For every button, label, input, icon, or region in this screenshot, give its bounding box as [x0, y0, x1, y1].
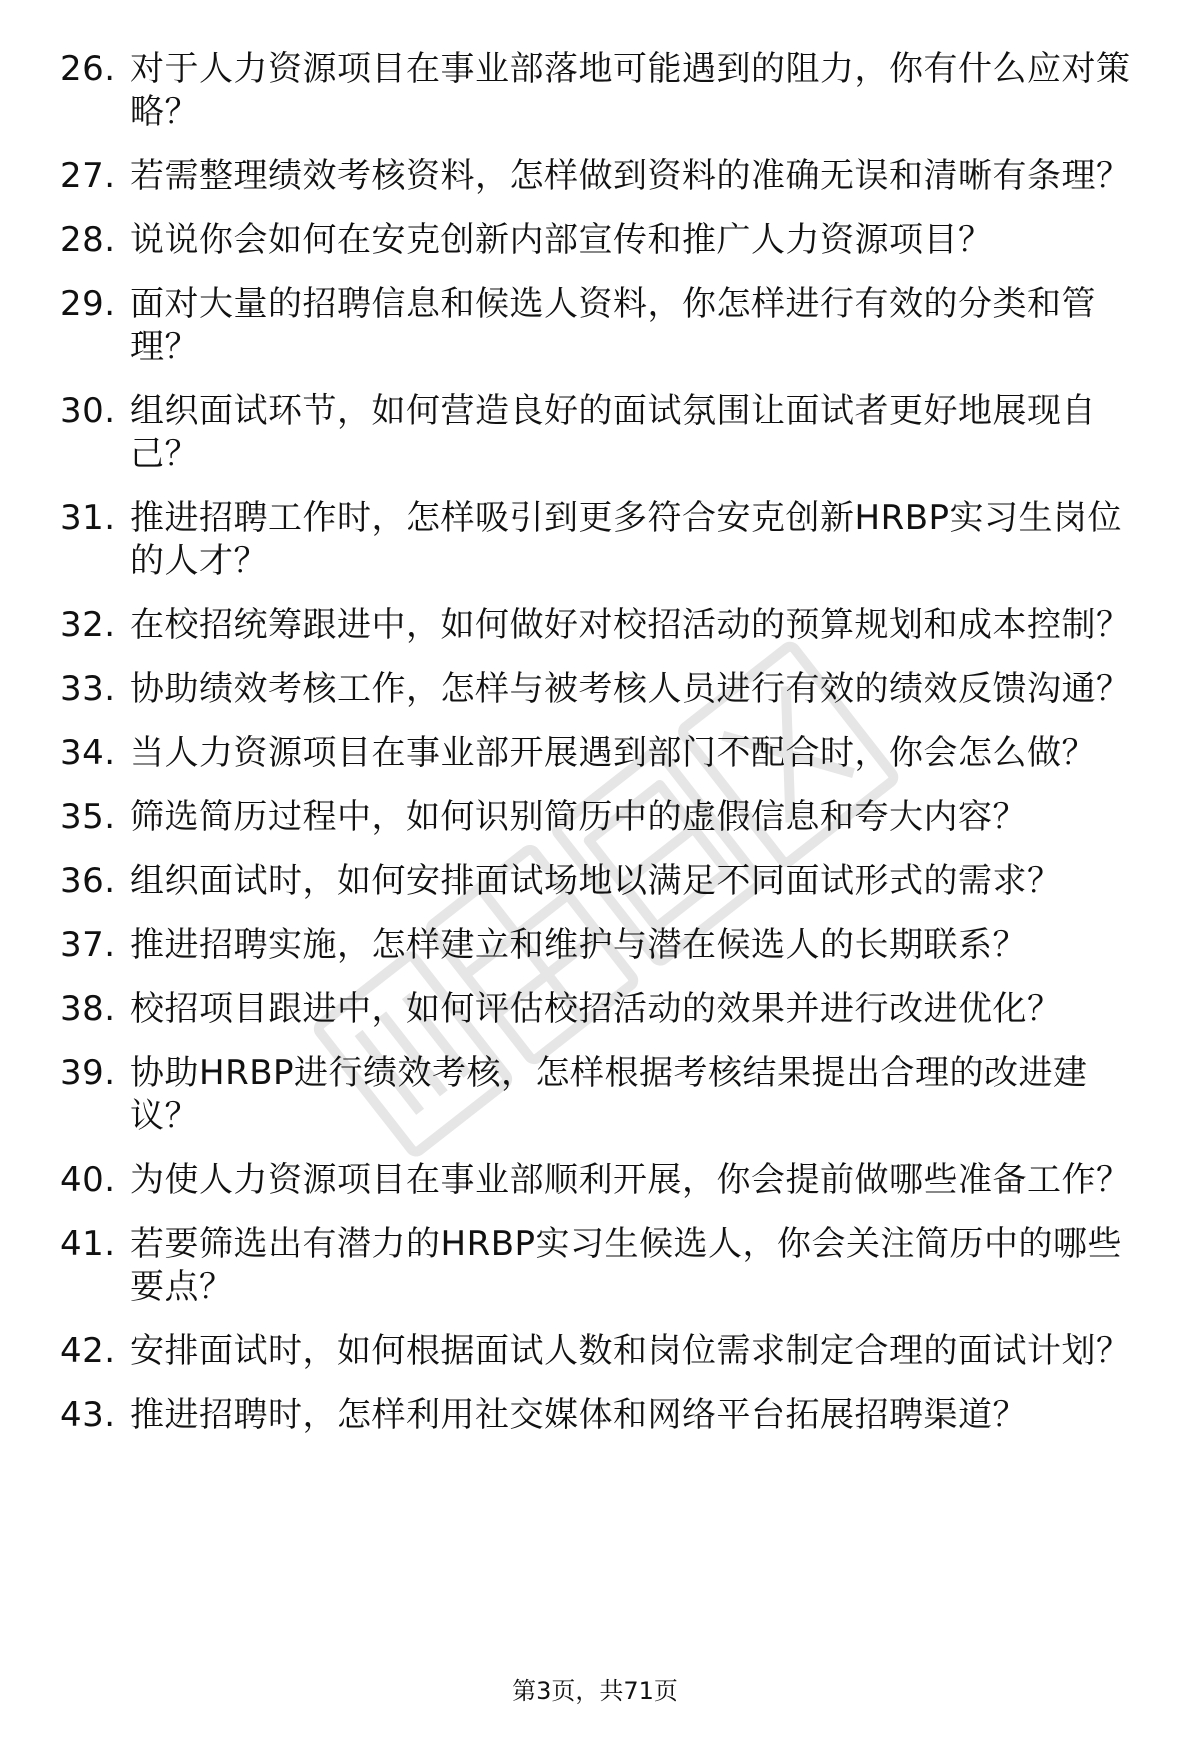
- question-number: 38.: [60, 989, 116, 1029]
- question-text: 为使人力资源项目在事业部顺利开展，你会提前做哪些准备工作？: [130, 1160, 1131, 1200]
- question-text: 若要筛选出有潜力的HRBP实习生候选人，你会关注简历中的哪些要点？: [130, 1224, 1123, 1307]
- question-text: 说说你会如何在安克创新内部宣传和推广人力资源项目？: [130, 220, 993, 260]
- question-text: 校招项目跟进中，如何评估校招活动的效果并进行改进优化？: [130, 989, 1062, 1029]
- question-number: 26.: [60, 49, 116, 89]
- question-list: [60, 48, 1150, 1458]
- question-number: 29.: [60, 284, 116, 324]
- list-item: [60, 390, 1150, 476]
- list-item: [60, 604, 1150, 647]
- list-item: [60, 1330, 1150, 1373]
- list-item: [60, 924, 1150, 967]
- list-item: [60, 860, 1150, 903]
- question-text: 推进招聘时，怎样利用社交媒体和网络平台拓展招聘渠道？: [130, 1395, 1027, 1435]
- question-text: 对于人力资源项目在事业部落地可能遇到的阻力，你有什么应对策略？: [130, 49, 1131, 132]
- question-number: 34.: [60, 733, 116, 773]
- question-number: 32.: [60, 605, 116, 645]
- question-text: 面对大量的招聘信息和候选人资料，你怎样进行有效的分类和管理？: [130, 284, 1096, 367]
- question-number: 31.: [60, 498, 116, 538]
- question-number: 27.: [60, 156, 116, 196]
- question-text: 协助绩效考核工作，怎样与被考核人员进行有效的绩效反馈沟通？: [130, 669, 1131, 709]
- question-text: 组织面试时，如何安排面试场地以满足不同面试形式的需求？: [130, 861, 1062, 901]
- question-number: 37.: [60, 925, 116, 965]
- page-number-footer: 第3页，共71页: [512, 1677, 678, 1705]
- question-number: 41.: [60, 1224, 116, 1264]
- question-number: 39.: [60, 1053, 116, 1093]
- question-number: 43.: [60, 1395, 116, 1435]
- question-number: 35.: [60, 797, 116, 837]
- question-text: 安排面试时，如何根据面试人数和岗位需求制定合理的面试计划？: [130, 1331, 1131, 1371]
- list-item: [60, 497, 1150, 583]
- question-text: 筛选简历过程中，如何识别简历中的虚假信息和夸大内容？: [130, 797, 1027, 837]
- question-number: 36.: [60, 861, 116, 901]
- question-text: 组织面试环节，如何营造良好的面试氛围让面试者更好地展现自己？: [130, 391, 1096, 474]
- question-number: 40.: [60, 1160, 116, 1200]
- list-item: [60, 988, 1150, 1031]
- list-item: [60, 155, 1150, 198]
- list-item: [60, 283, 1150, 369]
- question-text: 在校招统筹跟进中，如何做好对校招活动的预算规划和成本控制？: [130, 605, 1131, 645]
- list-item: [60, 1159, 1150, 1202]
- list-item: [60, 732, 1150, 775]
- question-number: 33.: [60, 669, 116, 709]
- question-number: 30.: [60, 391, 116, 431]
- question-text: 推进招聘工作时，怎样吸引到更多符合安克创新HRBP实习生岗位的人才？: [130, 498, 1123, 581]
- list-item: [60, 219, 1150, 262]
- question-text: 当人力资源项目在事业部开展遇到部门不配合时，你会怎么做？: [130, 733, 1096, 773]
- list-item: [60, 1394, 1150, 1437]
- list-item: [60, 796, 1150, 839]
- question-text: 若需整理绩效考核资料，怎样做到资料的准确无误和清晰有条理？: [130, 156, 1131, 196]
- list-item: [60, 1052, 1150, 1138]
- list-item: [60, 48, 1150, 134]
- question-text: 协助HRBP进行绩效考核，怎样根据考核结果提出合理的改进建议？: [130, 1053, 1088, 1136]
- question-number: 28.: [60, 220, 116, 260]
- list-item: [60, 1223, 1150, 1309]
- question-text: 推进招聘实施，怎样建立和维护与潜在候选人的长期联系？: [130, 925, 1027, 965]
- list-item: [60, 668, 1150, 711]
- question-number: 42.: [60, 1331, 116, 1371]
